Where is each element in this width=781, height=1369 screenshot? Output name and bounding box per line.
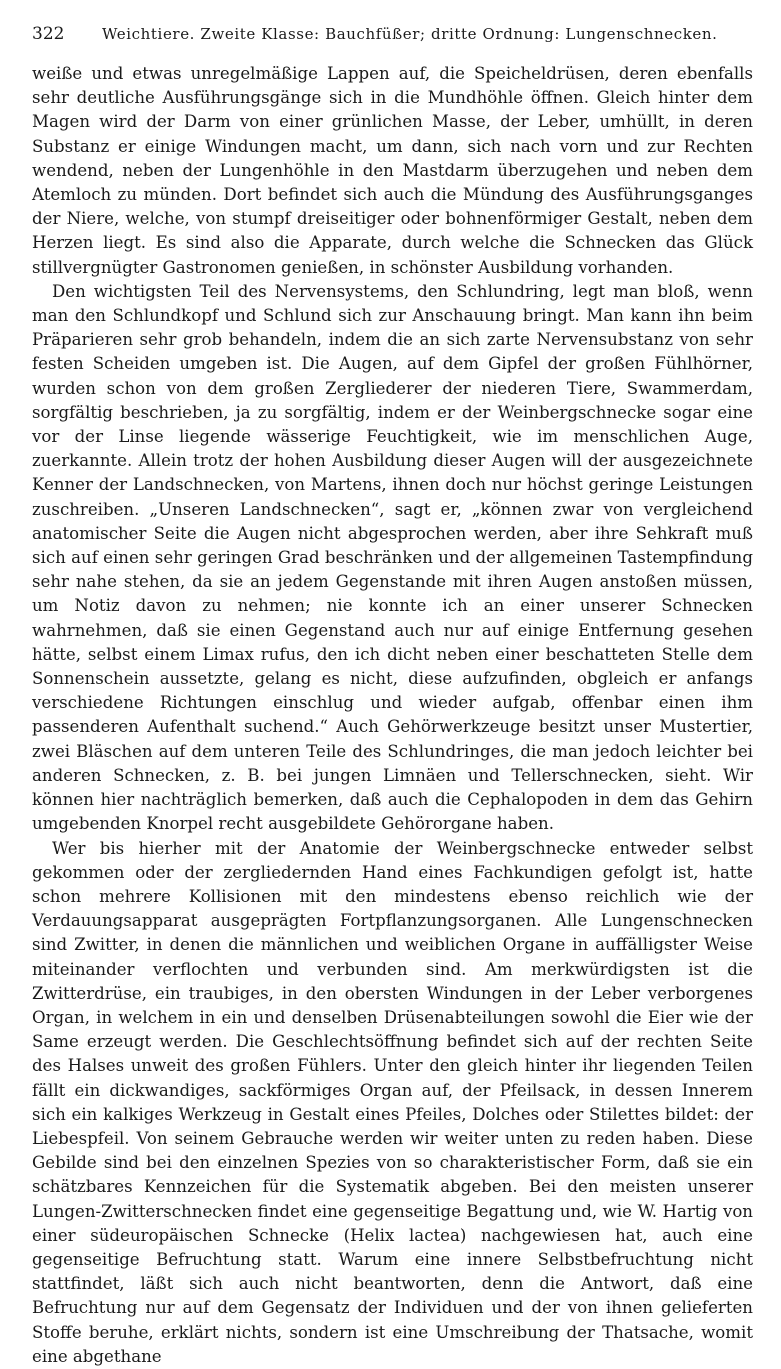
paragraph-3: Wer bis hierher mit der Anatomie der Weinbergschnecke entweder selbst gekommen oder der zergliedernden Hand eines Fachkundigen gefolgt ist, hatte schon mehrere Kollisionen mit den mindestens ebenso reichlich wie der Verdauungsapparat ausgeprägten Fortpflanzungsorganen. Alle Lungenschnecken sind Zwitter, in denen die männlichen und weiblichen Organe in auffälligster Weise miteinander verflochten und verbunden sind. Am merkwürdigsten ist die Zwitterdrüse, ein traubiges, in den obersten Windungen in der Leber verborgenes Organ, in welchem in ein und denselben Drüsenabteilungen sowohl die Eier wie der Same erzeugt werden. Die Geschlechtsöffnung befindet sich auf der rechten Seite des Halses unweit des großen Fühlers. Unter den gleich hinter ihr liegenden Teilen fällt ein dickwandiges, sackförmiges Organ auf, der Pfeilsack, in dessen Innerem sich ein kalkiges Werkzeug in Gestalt eines Pfeiles, Dolches oder Stilettes bildet: der Liebespfeil. Von seinem Gebrauche werden wir weiter unten zu reden haben. Diese Gebilde sind bei den einzelnen Spezies von so charakteristischer Form, daß sie ein schätzbares Kennzeichen für die Systematik abgeben. Bei den meisten unserer Lungen-Zwitterschnecken findet eine gegenseitige Begattung und, wie W. Hartig von einer südeuropäischen Schnecke (Helix lactea) nachgewiesen hat, auch eine gegenseitige Befruchtung statt. Warum eine innere Selbstbefruchtung nicht stattfindet, läßt sich auch nicht beantworten, denn die Antwort, daß eine Befruchtung nur auf dem Gegensatz der Individuen und der von ihnen gelieferten Stoffe beruhe, erklärt nichts, sondern ist eine Umschreibung der Thatsache, womit eine abgethane <box>32 838 753 1366</box>
body-text <box>32 62 753 1369</box>
paragraph-2: Den wichtigsten Teil des Nervensystems, den Schlundring, legt man bloß, wenn man den Schlundkopf und Schlund sich zur Anschauung bringt. Man kann ihn beim Präparieren sehr grob behandeln, indem die an sich zarte Nervensubstanz von sehr festen Scheiden umgeben ist. Die Augen, auf dem Gipfel der großen Fühlhörner, wurden schon von dem großen Zergliederer der niederen Tiere, Swammerdam, sorgfältig beschrieben, ja zu sorgfältig, indem er der Weinbergschnecke sogar eine vor der Linse liegende wässerige Feuchtigkeit, wie im menschlichen Auge, zuerkannte. Allein trotz der hohen Ausbildung dieser Augen will der ausgezeichnete Kenner der Landschnecken, von Martens, ihnen doch nur höchst geringe Leistungen zuschreiben. „Unseren Landschnecken“, sagt er, „können zwar von vergleichend anatomischer Seite die Augen nicht abgesprochen werden, aber ihre Sehkraft muß sich auf einen sehr geringen Grad beschränken und der allgemeinen Tastempfindung sehr nahe stehen, da sie an jedem Gegenstande mit ihren Augen anstoßen müssen, um Notiz davon zu nehmen; nie konnte ich an einer unserer Schnecken wahrnehmen, daß sie einen Gegenstand auch nur auf einige Entfernung gesehen hätte, selbst einem Limax rufus, den ich dicht neben einer beschatteten Stelle dem Sonnenschein aussetzte, gelang es nicht, diese aufzufinden, obgleich er anfangs verschiedene Richtungen einschlug und wieder aufgab, offenbar einen ihm passenderen Aufenthalt suchend.“ Auch Gehörwerkzeuge besitzt unser Mustertier, zwei Bläschen auf dem unteren Teile des Schlundringes, die man jedoch leichter bei anderen Schnecken, z. B. bei jungen Limnäen und Tellerschnecken, sieht. Wir können hier nachträglich bemerken, daß auch die Cephalopoden in dem das Gehirn umgebenden Knorpel recht ausgebildete Gehörorgane haben. <box>32 281 753 834</box>
page-header <box>32 24 753 60</box>
paragraph-1: weiße und etwas unregelmäßige Lappen auf, die Speicheldrüsen, deren ebenfalls sehr deutliche Ausführungsgänge sich in die Mundhöhle öffnen. Gleich hinter dem Magen wird der Darm von einer grünlichen Masse, der Leber, umhüllt, in deren Substanz er einige Windungen macht, um dann, sich nach vorn und zur Rechten wendend, neben der Lungenhöhle in den Mastdarm überzugehen und neben dem Atemloch zu münden. Dort befindet sich auch die Mündung des Ausführungsganges der Niere, welche, von stumpf dreiseitiger oder bohnenförmiger Gestalt, neben dem Herzen liegt. Es sind also die Apparate, durch welche die Schnecken das Glück stillvergnügter Gastronomen genießen, in schönster Ausbildung vorhanden. <box>32 64 753 277</box>
running-head: Weichtiere. Zweite Klasse: Bauchfüßer; dritte Ordnung: Lungenschnecken. <box>102 25 718 43</box>
page-number: 322 <box>32 24 65 44</box>
